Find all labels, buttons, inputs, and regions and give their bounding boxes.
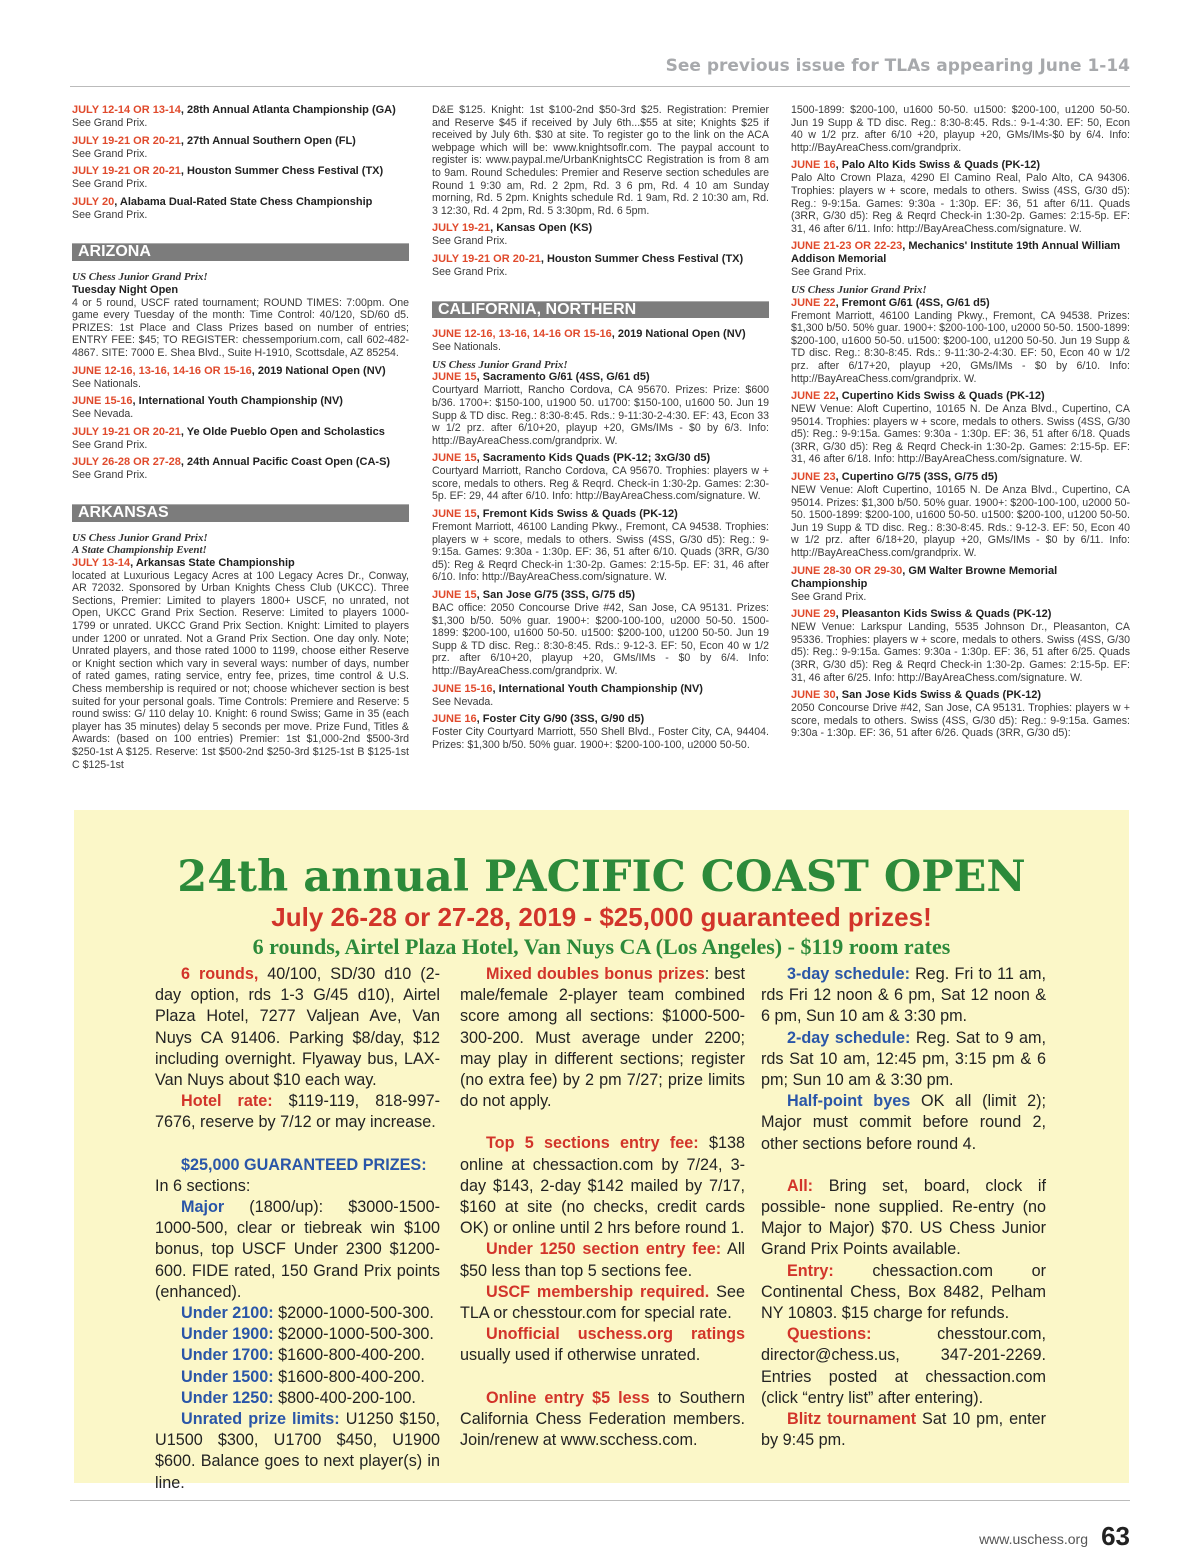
ad-text: $138 online at chessaction.com by 7/24, 3-day $143, 2-day $142 mailed by 7/17, $160 at site (no checks, credit cards OK) or online until 2 hrs before round 1. — [460, 1134, 745, 1238]
event-title: , San Jose G/75 (3SS, G/75 d5) — [476, 589, 635, 602]
event-listing — [432, 452, 769, 503]
event-title: , Fremont Kids Swiss & Quads (PK-12) — [476, 508, 678, 521]
pacific-coast-open-ad — [74, 810, 1129, 1492]
event-date: JULY 13-14 — [72, 556, 131, 569]
event-listing — [432, 589, 769, 678]
event-title: , Fremont G/61 (4SS, G/61 d5) — [835, 296, 990, 309]
event-details: 4 or 5 round, USCF rated tournament; ROUND TIMES: 7:00pm. One game every Tuesday of the month: Time Control: 40/120, SD/60 d5. PRIZES: 1st Place and Class Prizes based on number of entries; ENTRY FEE: $45; TO REGISTER: chessemporium.com, call 602-482-4867. SITE: 7000 E. Shea Blvd., Suite H-1910, Scottsdale, AZ 85254. — [72, 296, 409, 359]
event-listing — [791, 159, 1130, 235]
event-listing — [791, 689, 1130, 740]
event-listing — [72, 271, 409, 360]
ad-column-1 — [155, 964, 440, 1494]
ad-label: Hotel rate: — [181, 1092, 273, 1111]
ad-text: (1800/up): $3000-1500-1000-500, clear or tiebreak win $100 bonus, top USCF Under 2300 $1200-600. FIDE rated, 150 Grand Prix points (enhanced). — [155, 1198, 440, 1301]
ad-text: U1250 $150, U1500 $300, U1700 $450, U1900 $600. Balance goes to next player(s) in line. — [155, 1410, 440, 1492]
event-heading — [791, 390, 1130, 403]
event-listing — [432, 222, 769, 248]
event-listing — [791, 240, 1130, 279]
event-details: Palo Alto Crown Plaza, 4290 El Camino Real, Palo Alto, CA 94306. Trophies: players w + score, medals to others. Swiss (4SS, G/30 d5): Reg.: 9-9:15a. Games: 9:30a - 1:30p. EF: 36, 51 after 6/11. Quads (3RR, G/30 d5): Reg & Reqrd Check-in 1:30-2p. Games: 2:15-5p. EF: 31, 46 after 6/11. Info: http://BayAreaChess.com/signature. W. — [791, 172, 1130, 235]
event-heading — [432, 222, 769, 235]
event-date: JULY 12-14 OR 13-14 — [72, 104, 181, 116]
event-title: , GM Walter Browne Memorial Championship — [791, 564, 1058, 590]
ad-label: 2-day schedule: — [787, 1028, 911, 1047]
event-title: , Sacramento G/61 (4SS, G/61 d5) — [476, 371, 650, 384]
footer-url: www.uschess.org — [979, 1531, 1088, 1547]
event-title: , 27th Annual Southern Open (FL) — [180, 134, 356, 147]
ad-paragraph — [155, 1388, 440, 1409]
event-listing — [791, 390, 1130, 466]
event-date: JUNE 30 — [791, 689, 836, 702]
event-listing — [791, 565, 1130, 604]
event-date: JUNE 15 — [432, 371, 477, 384]
event-details: 2050 Concourse Drive #42, San Jose, CA 95131. Trophies: players w + score, medals to others. Swiss (4SS, G/30 d5): Reg.: 9-9:15a. Games: 9:30a - 1:30p. EF: 36, 51 after 6/26. Quads (3RR, G/30 d5): — [791, 702, 1130, 740]
event-title: , Palo Alto Kids Swiss & Quads (PK-12) — [835, 159, 1040, 172]
grand-prix-note: US Chess Junior Grand Prix! — [432, 358, 568, 371]
grand-prix-note: US Chess Junior Grand Prix! — [72, 531, 208, 544]
ad-paragraph — [155, 1197, 440, 1303]
event-date: JUNE 21-23 OR 22-23 — [791, 240, 903, 253]
header-bar — [70, 52, 1130, 87]
event-details: See Nationals. — [72, 377, 141, 390]
ad-paragraph — [155, 1303, 440, 1324]
event-date: JUNE 16 — [791, 159, 836, 172]
ad-paragraph — [155, 1409, 440, 1494]
ad-label: Top 5 sections entry fee: — [486, 1134, 699, 1153]
ad-label: Major — [181, 1198, 225, 1217]
ad-text: $1600-800-400-200. — [273, 1367, 425, 1386]
championship-note: A State Championship Event! — [72, 544, 207, 557]
event-heading — [432, 371, 769, 384]
ad-label: Half-point byes — [787, 1092, 911, 1111]
ad-text: In 6 sections: — [155, 1176, 251, 1195]
ad-text: All $50 less than top 5 sections fee. — [460, 1240, 746, 1280]
event-listing — [72, 456, 409, 482]
event-heading — [791, 297, 1130, 310]
ad-paragraph — [761, 1028, 1046, 1092]
event-details: See Grand Prix. — [791, 266, 867, 279]
event-listing — [432, 359, 769, 448]
ad-label: 3-day schedule: — [787, 965, 910, 983]
event-title: , 24th Annual Pacific Coast Open (CA-S) — [180, 456, 391, 469]
event-details: BAC office: 2050 Concourse Drive #42, San Jose, CA 95131. Prizes: $1,300 b/50. 50% guar. 1900+: $200-100-100, u2000 50-50. 1500-1899: $200-100, u1600 50-50. u1500: $200-100, u1200 50-50. Jun 19 Supp & TD disc. Reg.: 8:30-8:45. Rds.: 9-12-3. EF: 50, Econ 40 w 1/2 prz. after 6/10+20, playup +20, GMs/IMs - $0 by 6/4. Info: http://BayAreaChess.com/grandprix. W. — [432, 602, 769, 677]
ad-text: chesstour.com, director@chess.us, 347-201-2269. Entries posted at chessaction.com (click “entry list” after entering). — [761, 1325, 1046, 1407]
event-heading — [72, 104, 409, 117]
event-title: , 28th Annual Atlanta Championship (GA) — [180, 104, 396, 116]
ad-paragraph — [460, 1388, 745, 1452]
event-title: , Houston Summer Chess Festival (TX) — [540, 252, 744, 265]
ad-label: All: — [787, 1176, 814, 1195]
listing-column-1 — [72, 104, 409, 776]
event-heading — [72, 135, 409, 148]
event-date: JUNE 15 — [432, 452, 477, 465]
ad-label: $25,000 GUARANTEED PRIZES: — [181, 1155, 427, 1174]
event-listing — [432, 683, 769, 709]
event-heading — [72, 284, 409, 297]
event-details: See Nevada. — [432, 695, 494, 708]
event-listing — [791, 471, 1130, 560]
event-date: JUNE 29 — [791, 608, 836, 621]
ad-paragraph — [155, 1367, 440, 1388]
ad-label: Mixed doubles bonus prizes — [486, 965, 705, 983]
event-listing — [791, 284, 1130, 385]
event-listing — [791, 608, 1130, 684]
event-title: Tuesday Night Open — [72, 283, 179, 296]
event-date: JUNE 28-30 OR 29-30 — [791, 564, 903, 577]
event-date: JUNE 12-16, 13-16, 14-16 OR 15-16 — [432, 328, 612, 341]
event-listing — [72, 365, 409, 391]
event-details: See Grand Prix. — [72, 178, 148, 191]
ad-text: Sat 10 pm, enter by 9:45 pm. — [761, 1410, 1046, 1450]
event-date: JUNE 23 — [791, 471, 836, 484]
event-details: Foster City Courtyard Marriott, 550 Shell Blvd., Foster City, CA, 94404. Prizes: $1,300 b/50. 50% guar. 1900+: $200-100-100, u2000 50-50. — [432, 726, 769, 751]
event-heading — [72, 557, 409, 570]
event-date: JULY 19-21 OR 20-21 — [72, 134, 181, 147]
event-listing — [432, 104, 769, 217]
ad-paragraph — [761, 964, 1046, 1028]
event-date: JUNE 15 — [432, 589, 477, 602]
event-heading — [432, 452, 769, 465]
ad-text: See TLA or chesstour.com for special rate. — [460, 1282, 745, 1323]
event-title: , 2019 National Open (NV) — [611, 328, 746, 341]
event-details: D&E $125. Knight: 1st $100-2nd $50-3rd $25. Registration: Premier and Reserve $45 if received by July 6th...$55 at site; Knights $25 if received by July 6th. $30 at site. To register go to the link on the ACA webpage which will be: www.knightsoflr.com. The paypal account to register is: www.paypal.me/UrbanKnightsCC Registration is from 8 am to 9am. Round Schedules: Premier and Reserve section schedules are Round 1 9:30 am, Rd. 2 2pm, Rd. 3 6 pm, Rd. 4 10 am Sunday morning, Rd. 5 2pm. Knights schedule Rd. 1 9am, Rd. 2 10:30 am, Rd. 3 12:30, Rd. 4 2pm, Rd. 5 3:30pm, Rd. 6 5pm. — [432, 104, 769, 217]
section-header: CALIFORNIA, NORTHERN — [432, 301, 769, 319]
ad-text: $800-400-200-100. — [273, 1388, 416, 1407]
event-heading — [791, 471, 1130, 484]
event-heading — [72, 395, 409, 408]
event-title: , Ye Olde Pueblo Open and Scholastics — [180, 425, 385, 438]
event-date: JULY 19-21 — [432, 222, 491, 235]
event-details: See Grand Prix. — [432, 235, 508, 248]
event-heading — [791, 240, 1130, 266]
ad-label: Unofficial uschess.org ratings — [486, 1325, 745, 1344]
event-listing — [72, 104, 409, 130]
ad-label: Entry: — [787, 1261, 834, 1280]
section-header: ARIZONA — [72, 243, 409, 261]
event-date: JULY 19-21 OR 20-21 — [72, 165, 181, 178]
ad-text: chessaction.com or Continental Chess, Box 8482, Pelham NY 10803. $15 charge for refunds. — [761, 1261, 1046, 1323]
event-details: 1500-1899: $200-100, u1600 50-50. u1500: $200-100, u1200 50-50. Jun 19 Supp & TD disc. Reg.: 8:30-8:45. Rds.: 9-1-4:30. EF: 50, Econ 40 w 1/2 prz. after 6/10 +20, playup +20, GMs/IMs-$0 by 6/4. Info: http://BayAreaChess.com/grandprix. — [791, 104, 1130, 154]
ad-text: $119-119, 818-997-7676, reserve by 7/12 or may increase. — [155, 1092, 440, 1132]
event-details: NEW Venue: Larkspur Landing, 5535 Johnson Dr., Pleasanton, CA 95336. Trophies: players w + score, medals to others. Swiss (4SS, G/30 d5): Reg.: 9-9:15a. Games: 9:30a - 1:30p. EF: 36, 51 after 6/25. Quads (3RR, G/30 d5): Reg & Reqrd Check-in 1:30-2p. Games: 2:15-5p. EF: 31, 46 after 6/25. Info: http://BayAreaChess.com/signature. W. — [791, 621, 1130, 684]
ad-label: Under 1250 section entry fee: — [486, 1240, 722, 1259]
event-listing — [72, 135, 409, 161]
event-title: , Cupertino G/75 (3SS, G/75 d5) — [835, 471, 998, 484]
ad-text: OK all (limit 2); Major must commit before round 2, other sections before round 4. — [761, 1092, 1046, 1153]
listing-column-3 — [791, 104, 1130, 745]
ad-paragraph — [460, 1282, 745, 1324]
event-listing — [432, 713, 769, 751]
event-heading — [72, 365, 409, 378]
listing-column-2 — [432, 104, 769, 756]
ad-text: 40/100, SD/30 d10 (2-day option, rds 1-3 G/45 d10), Airtel Plaza Hotel, 7277 Valjean Ave, Van Nuys CA 91406. Parking $8/day, $12 including overnight. Flyaway bus, LAX-Van Nuys about $10 each way. — [155, 965, 440, 1090]
event-date: JULY 26-28 OR 27-28 — [72, 456, 181, 469]
ad-label: USCF membership required. — [486, 1282, 710, 1301]
ad-paragraph — [460, 1324, 745, 1366]
event-listing — [72, 395, 409, 421]
ad-text: : best male/female 2-player team combined score among all sections: $1000-500-300-200. Must average under 2200; may play in different sections; register (no extra fee) by 2 pm 7/27; prize limits do not apply. — [460, 965, 746, 1111]
event-date: JUNE 15-16 — [432, 682, 493, 695]
ad-paragraph — [761, 1409, 1046, 1451]
event-title: , Mechanics' Institute 19th Annual William Addison Memorial — [791, 240, 1121, 266]
event-listing — [72, 196, 409, 222]
ad-text: usually used if otherwise unrated. — [460, 1346, 701, 1365]
event-title: , International Youth Championship (NV) — [132, 395, 343, 408]
event-details: NEW Venue: Aloft Cupertino, 10165 N. De Anza Blvd., Cupertino, CA 95014. Prizes: $1,300 b/50. 50% guar. 1900+: $200-100-100, u2000 50-50. 1500-1899: $200-100, u1600 50-50. u1500: $200-100, u1200 50-50. Jun 19 Supp & TD disc. Reg.: 8:30-8:45. Rds.: 9-12-3. EF: 50, Econ 40 w 1/2 prz. after 6/18+20, playup +20, GMs/IMs - $0 by 6/11. Info: http://BayAreaChess.com/grandprix. W. — [791, 484, 1130, 560]
event-title: , Sacramento Kids Quads (PK-12; 3xG/30 d5) — [476, 452, 711, 465]
event-title: , 2019 National Open (NV) — [251, 364, 386, 377]
ad-label: Unrated prize limits: — [181, 1410, 340, 1429]
event-details: See Grand Prix. — [72, 438, 148, 451]
ad-paragraph — [155, 1345, 440, 1366]
event-details: See Grand Prix. — [791, 590, 867, 603]
ad-text: $2000-1000-500-300. — [273, 1325, 434, 1344]
ad-label: Questions: — [787, 1325, 872, 1344]
ad-paragraph — [155, 1155, 440, 1176]
ad-column-2 — [460, 964, 745, 1451]
event-title: , Pleasanton Kids Swiss & Quads (PK-12) — [835, 608, 1052, 621]
event-title: , Cupertino Kids Swiss & Quads (PK-12) — [835, 390, 1045, 403]
event-heading — [432, 589, 769, 602]
event-heading — [791, 565, 1130, 591]
ad-paragraph — [761, 1176, 1046, 1261]
ad-paragraph — [155, 1091, 440, 1133]
ad-label: Under 1500: — [181, 1367, 274, 1386]
event-title: , Kansas Open (KS) — [490, 222, 593, 235]
event-heading — [432, 508, 769, 521]
ad-text: Reg. Sat to 9 am, rds Sat 10 am, 12:45 pm, 3:15 pm & 6 pm; Sun 10 am & 3:30 pm. — [761, 1028, 1046, 1090]
grand-prix-note: US Chess Junior Grand Prix! — [791, 283, 927, 296]
grand-prix-note: US Chess Junior Grand Prix! — [72, 270, 208, 283]
ad-text: $1600-800-400-200. — [273, 1346, 425, 1365]
event-date: JULY 19-21 OR 20-21 — [432, 252, 541, 265]
ad-paragraph — [761, 1261, 1046, 1325]
event-listing — [72, 426, 409, 452]
event-details: See Grand Prix. — [432, 265, 508, 278]
ad-label: Under 1700: — [181, 1346, 274, 1365]
ad-paragraph — [460, 964, 745, 1112]
event-heading — [432, 253, 769, 266]
event-heading — [432, 713, 769, 726]
event-details: Fremont Marriott, 46100 Landing Pkwy., Fremont, CA 94538. Trophies: players w + score, medals to others. Swiss (4SS, G/30 d5): Reg.: 9-9:15a. Games: 9:30a - 1:30p. EF: 36, 51 after 6/10. Quads (3RR, G/30 d5): Reg & Reqrd Check-in 1:30-2p. Games: 2:15-5p. EF: 31, 46 after 6/10. Info: http://BayAreaChess.com/signature. W. — [432, 521, 769, 584]
ad-paragraph — [155, 1176, 440, 1197]
ad-text: to Southern California Chess Federation members. Join/renew at www.scchess.com. — [460, 1388, 746, 1450]
event-listing — [432, 253, 769, 279]
event-listing — [72, 532, 409, 772]
event-listing — [72, 165, 409, 191]
event-date: JUNE 15-16 — [72, 395, 133, 408]
event-title: , Alabama Dual-Rated State Chess Championship — [114, 195, 373, 208]
event-heading — [72, 165, 409, 178]
event-date: JUNE 16 — [432, 713, 477, 726]
event-heading — [432, 683, 769, 696]
event-details: Fremont Marriott, 46100 Landing Pkwy., Fremont, CA 94538. Prizes: $1,300 b/50. 50% guar. 1900+: $200-100-100, u2000 50-50. 1500-1899: $200-100, u1600 50-50. u1500: $200-100, u1200 50-50. Jun 19 Supp & TD disc. Reg.: 8:30-8:45. Rds.: 9-11:30-2-4:30. EF: 50, Econ 40 w 1/2 prz. after 6/17+20, playup +20, GMs/IMs - $0 by 6/10. Info: http://BayAreaChess.com/grandprix. W. — [791, 309, 1130, 385]
event-heading — [791, 608, 1130, 621]
ad-subtitle: July 26-28 or 27-28, 2019 - $25,000 guaranteed prizes! — [271, 902, 932, 932]
event-heading — [72, 456, 409, 469]
event-date: JULY 20 — [72, 195, 115, 208]
footer-divider — [70, 1500, 1130, 1501]
event-heading — [432, 328, 769, 341]
event-heading — [791, 159, 1130, 172]
ad-paragraph — [761, 1324, 1046, 1409]
event-details: Courtyard Marriott, Rancho Cordova, CA 95670. Prizes: Prize: $600 b/36. 1700+: $150-100, u1900 50. u1700: $150-100, u1600 50. Jun 19 Supp & TD disc. Reg.: 8:30-8:45. Rds.: 9-11:30-2-4:30. EF: 43, Econ 33 w 1/2 prz. after 6/10+20, playup +20, GMs/IMs - $0 by 6/3. Info: http://BayAreaChess.com/grandprix. W. — [432, 384, 769, 447]
ad-paragraph — [460, 1239, 745, 1281]
ad-text: Bring set, board, clock if possible- none supplied. Re-entry (no Major to Major) $70. US Chess Junior Grand Prix Points available. — [761, 1176, 1046, 1259]
event-date: JUNE 22 — [791, 390, 836, 403]
event-title: , Houston Summer Chess Festival (TX) — [180, 165, 384, 178]
ad-label: Online entry $5 less — [486, 1388, 650, 1407]
event-listing — [432, 508, 769, 584]
event-details: See Grand Prix. — [72, 208, 148, 221]
event-date: JUNE 15 — [432, 508, 477, 521]
event-listing — [791, 104, 1130, 154]
event-date: JULY 19-21 OR 20-21 — [72, 425, 181, 438]
ad-label: Under 2100: — [181, 1304, 274, 1323]
event-details: Courtyard Marriott, Rancho Cordova, CA 95670. Trophies: players w + score, medals to others. Reg & Reqrd. Check-in 1:30-2p. Games: 2:30-5p. EF: 29, 44 after 6/10. Info: http://BayAreaChess.com/signature. W. — [432, 465, 769, 503]
event-heading — [72, 426, 409, 439]
ad-text: Reg. Fri to 11 am, rds Fri 12 noon & 6 pm, Sat 12 noon & 6 pm, Sun 10 am & 3:30 pm. — [761, 965, 1046, 1026]
event-listing — [432, 328, 769, 354]
event-heading — [72, 196, 409, 209]
event-heading — [791, 689, 1130, 702]
section-header: ARKANSAS — [72, 504, 409, 522]
event-details: NEW Venue: Aloft Cupertino, 10165 N. De Anza Blvd., Cupertino, CA 95014. Trophies: players w + score, medals to others. Swiss (4SS, G/30 d5): Reg.: 9-9:15a. Games: 9:30a - 1:30p. EF: 36, 51 after 6/18. Quads (3RR, G/30 d5): Reg & Reqrd Check-in 1:30-2p. Games: 2:15-5p. EF: 31, 46 after 6/18. Info: http://BayAreaChess.com/signature. W. — [791, 403, 1130, 466]
ad-paragraph — [460, 1133, 745, 1239]
ad-paragraph — [155, 964, 440, 1091]
event-details: See Grand Prix. — [72, 117, 148, 129]
event-title: , San Jose Kids Swiss & Quads (PK-12) — [835, 689, 1042, 702]
event-details: located at Luxurious Legacy Acres at 100 Legacy Acres Dr., Conway, AR 72032. Sponsored by Urban Knights Chess Club (UKCC). Three Sections, Premier: Limited to players 1800+ USCF, no unrated, not Open, UKCC Grand Prix Section. Reserve: Limited to players 1000-1799 or unrated. UKCC Grand Prix Section. Knight: Limited to players under 1200 or unrated. Not a Grand Prix Section. One day only. Note; Unrated players, and those rated 1000 to 1199, choose either Reserve or Knight section which vary in several ways: number of days, number of rated games, rating service, entry fee, prizes, time control & U.S. Chess membership is required or not; choose whichever section is best suited for your personal goals. Time Controls: Premiere and Reserve: 5 round swiss: G/ 110 delay 10. Knight: 6 round Swiss; Game in 35 (each player has 35 minutes) delay 5 seconds per move. Prize Fund, Titles & Awards: (based on 100 entries) Premier: 1st $1,000-2nd $500-3rd $250-1st A $125. Reserve: 1st $500-2nd $250-3rd $125-1st B $125-1st C $125-1st — [72, 569, 409, 771]
ad-title: 24th annual PACIFIC COAST OPEN — [177, 852, 1026, 902]
event-details: See Grand Prix. — [72, 147, 148, 160]
ad-paragraph — [761, 1091, 1046, 1155]
event-details: See Nationals. — [432, 341, 501, 354]
event-date: JUNE 12-16, 13-16, 14-16 OR 15-16 — [72, 364, 252, 377]
ad-label: Blitz tournament — [787, 1410, 917, 1429]
event-title: , International Youth Championship (NV) — [492, 682, 703, 695]
ad-subtitle-venue: 6 rounds, Airtel Plaza Hotel, Van Nuys CA (Los Angeles) - $119 room rates — [252, 934, 951, 959]
event-details: See Nevada. — [72, 408, 134, 421]
ad-text: $2000-1000-500-300. — [273, 1304, 434, 1323]
ad-label: Under 1900: — [181, 1325, 274, 1344]
ad-label: 6 rounds, — [181, 965, 259, 983]
ad-column-3 — [761, 964, 1046, 1451]
event-title: , Foster City G/90 (3SS, G/90 d5) — [476, 713, 645, 726]
ad-paragraph — [155, 1324, 440, 1345]
event-title: , Arkansas State Championship — [130, 556, 295, 569]
header-text: See previous issue for TLAs appearing June 1-14 — [665, 56, 1130, 76]
event-details: See Grand Prix. — [72, 469, 148, 482]
ad-label: Under 1250: — [181, 1388, 274, 1407]
page-number: 63 — [1101, 1521, 1130, 1551]
event-date: JUNE 22 — [791, 296, 836, 309]
